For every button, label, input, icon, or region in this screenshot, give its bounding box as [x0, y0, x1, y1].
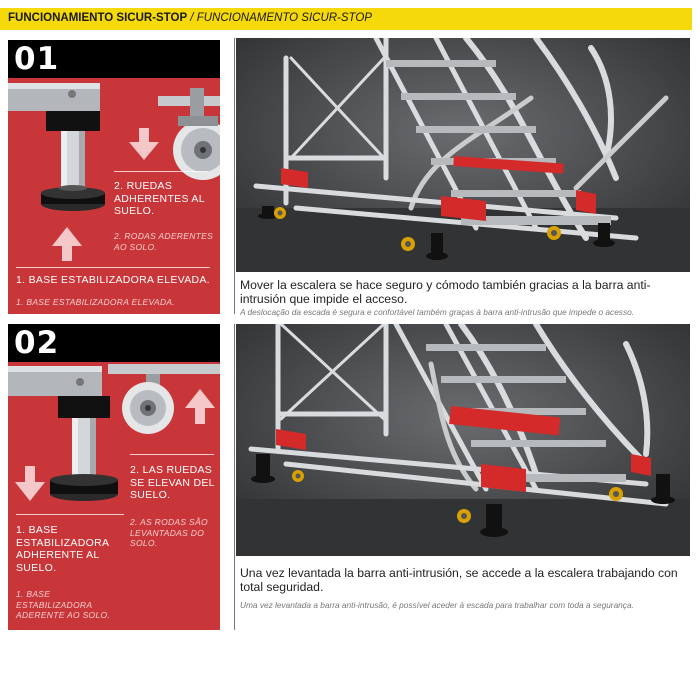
step-02-label-a-es: 2. LAS RUEDAS SE ELEVAN DEL SUELO.	[130, 464, 215, 501]
rule-label-a	[114, 171, 208, 172]
step-number-01: 01	[8, 40, 220, 78]
step-02-label-b-es: 1. BASE ESTABILIZADORA ADHERENTE AL SUELO.	[16, 524, 109, 574]
step-01-label-a-es: 2. RUEDAS ADHERENTES AL SUELO.	[114, 180, 205, 217]
step-01-photo	[236, 38, 690, 272]
divider-line-01	[234, 38, 235, 314]
step-02-label-b-pt: 1. BASE ESTABILIZADORA ADERENTE AO SOLO.	[16, 589, 111, 620]
header-separator: /	[187, 12, 197, 24]
header-title	[8, 12, 372, 24]
step-01-panel	[8, 78, 220, 314]
step-01-caption-pt: A deslocação da escada é segura e confortável também graças à barra anti-intrusão que impede o acesso.	[240, 307, 635, 317]
step-02-photo	[236, 324, 690, 556]
ladder-illustration-01	[236, 38, 690, 272]
header-title-es: FUNCIONAMIENTO SICUR-STOP	[8, 12, 188, 24]
step-02-panel	[8, 362, 220, 630]
header-title-pt: FUNCIONAMENTO SICUR-STOP	[196, 12, 372, 24]
step-01-label-b-es: 1. BASE ESTABILIZADORA ELEVADA.	[16, 274, 210, 286]
step-02-caption-pt: Uma vez levantada a barra anti-intrusão, é possível aceder à escada para trabalhar com toda a segurança.	[240, 600, 634, 610]
step-02-label-a-pt: 2. AS RODAS SÃO LEVANTADAS DO SOLO.	[130, 517, 208, 548]
step-01-caption-es: Mover la escalera se hace seguro y cómodo también gracias a la barra anti-intrusión que impide el acceso.	[240, 278, 651, 306]
step-01-label-b-pt: 1. BASE ESTABILIZADORA ELEVADA.	[16, 297, 176, 307]
ladder-illustration-02	[236, 324, 690, 556]
divider-line-02	[234, 324, 235, 630]
step-01-label-a-pt: 2. RODAS ADERENTES AO SOLO.	[114, 231, 214, 252]
rule-label-b	[16, 267, 210, 268]
step-02-caption-es: Una vez levantada la barra anti-intrusión, se accede a la escalera trabajando con total seguridad.	[240, 566, 678, 594]
rule-label-b-02	[16, 514, 124, 515]
step-number-02: 02	[8, 324, 220, 362]
rule-label-a-02	[130, 454, 214, 455]
